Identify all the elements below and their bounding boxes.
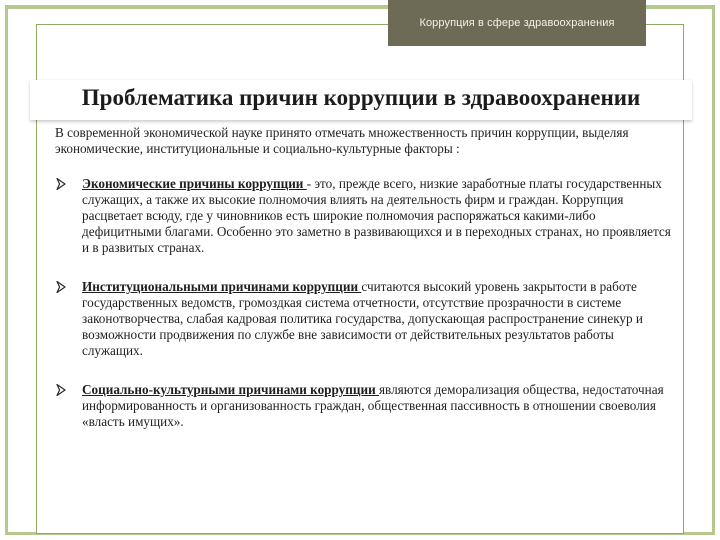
bullet-term: Экономические причины коррупции [82, 176, 307, 191]
arrowhead-bullet-icon [56, 281, 66, 293]
intro-paragraph: В современной экономической науке принято отмечать множественность причин коррупции, выделяя экономические, институциональные и социально-культурные факторы : [55, 125, 629, 156]
bullet-text: считаются высокий уровень закрытости в работе государственных ведомств, громоздкая система отчетности, отсутствие прозрачности в системе законотворчества, слабая кадровая политика государства, допускающая распространение синекур и возможности продвижения по службе вне зависимости от действительных результатов работы служащих. [82, 279, 643, 358]
bullet-text: - это, прежде всего, низкие заработные платы государственных служащих, а также их высокие полномочия влиять на деятельность фирм и граждан. Коррупция расцветает всюду, где у чиновников есть широкие полномочия распоряжаться какими-либо дефицитными благами. Особенно это заметно в развивающихся и в переходных странах, но проявляется и в развитых странах. [82, 176, 671, 255]
bullet-text: являются деморализация общества, недостаточная информированность и организованность граждан, общественная пассивность в отношении своеволия «власть имущих». [82, 382, 664, 429]
bullet-list [55, 176, 675, 453]
bullet-term: Институциональными причинами коррупции [82, 279, 362, 294]
bullet-term: Социально-культурными причинами коррупции [82, 382, 379, 397]
arrowhead-bullet-icon [56, 384, 66, 396]
header-band [388, 0, 646, 46]
arrowhead-bullet-icon [56, 178, 66, 190]
bullet-sociocultural [55, 382, 675, 430]
bullet-economic [55, 176, 675, 256]
slide-title: Проблематика причин коррупции в здравоохранении [81, 85, 641, 110]
bullet-institutional [55, 279, 675, 359]
header-band-text: Коррупция в сфере здравоохранения [419, 17, 615, 29]
